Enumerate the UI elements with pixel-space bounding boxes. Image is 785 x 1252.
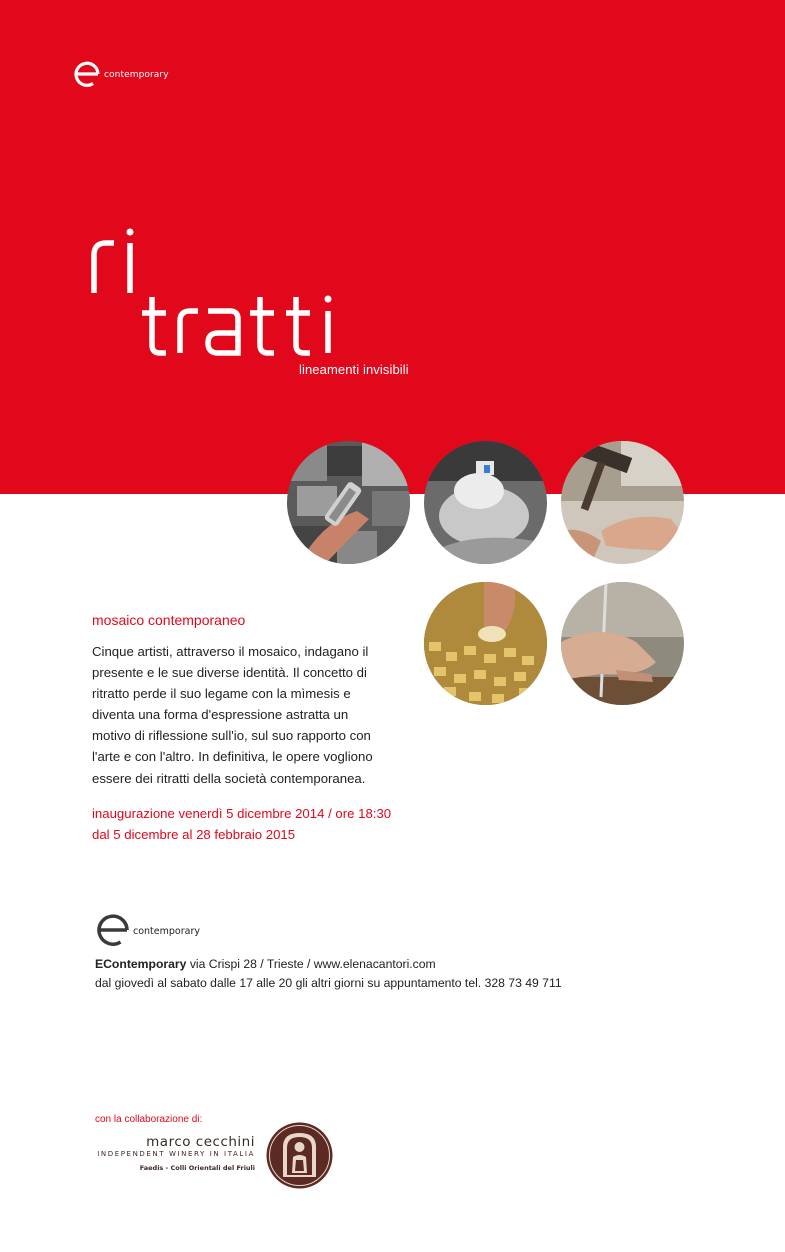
winery-seal-icon xyxy=(265,1121,334,1190)
venue-brand: EContemporary xyxy=(95,957,187,971)
sponsor-tagline: INDEPENDENT WINERY IN ITALIA xyxy=(97,1150,255,1158)
gold-tesserae-photo xyxy=(424,582,547,705)
mosaic-tools-photo xyxy=(287,441,410,564)
econtemporary-logo-bottom xyxy=(95,912,200,948)
description-line: motivo di riflessione sull'io, sul suo rapporto con xyxy=(92,728,371,744)
venue-info xyxy=(95,955,562,993)
address-line xyxy=(95,955,562,974)
e-logo-icon xyxy=(95,912,131,948)
section-title: mosaico contemporaneo xyxy=(92,612,246,628)
description-line: presente e le sue diverse identità. Il concetto di xyxy=(92,665,367,681)
description-line: ritratto perde il suo legame con la mìmesis e xyxy=(92,686,351,702)
logo-wordmark: contemporary xyxy=(104,70,169,80)
sponsor-block xyxy=(97,1134,255,1172)
hands-marble-photo xyxy=(424,441,547,564)
description xyxy=(92,641,422,789)
venue-hours: dal giovedì al sabato dalle 17 alle 20 gli altri giorni su appuntamento tel. 328 73 49 711 xyxy=(95,976,562,990)
hand-tool-photo xyxy=(561,582,684,705)
e-logo-icon xyxy=(72,59,102,89)
sponsor-name: marco cecchini xyxy=(146,1134,255,1150)
subtitle: lineamenti invisibili xyxy=(299,362,409,377)
event-dates xyxy=(92,803,391,845)
econtemporary-logo-top xyxy=(72,59,169,89)
collaboration-label: con la collaborazione di: xyxy=(95,1114,203,1125)
description-line: diventa una forma d'espressione astratta un xyxy=(92,707,349,723)
period-line: dal 5 dicembre al 28 febbraio 2015 xyxy=(92,827,296,842)
description-line: essere dei ritratti della società contemporanea. xyxy=(92,770,366,786)
logo-wordmark: contemporary xyxy=(133,926,200,937)
venue-address: via Crispi 28 / Trieste / www.elenacantori.com xyxy=(189,957,436,971)
description-line: Cinque artisti, attraverso il mosaico, indagano il xyxy=(92,644,369,659)
opening-line: inaugurazione venerdì 5 dicembre 2014 / ore 18:30 xyxy=(92,806,392,821)
hammer-chisel-photo xyxy=(561,441,684,564)
title-ritratti xyxy=(80,225,380,365)
sponsor-location: Faedis - Colli Orientali del Friuli xyxy=(139,1164,255,1172)
description-line: l'arte e con l'altro. In definitiva, le opere vogliono xyxy=(92,749,373,765)
